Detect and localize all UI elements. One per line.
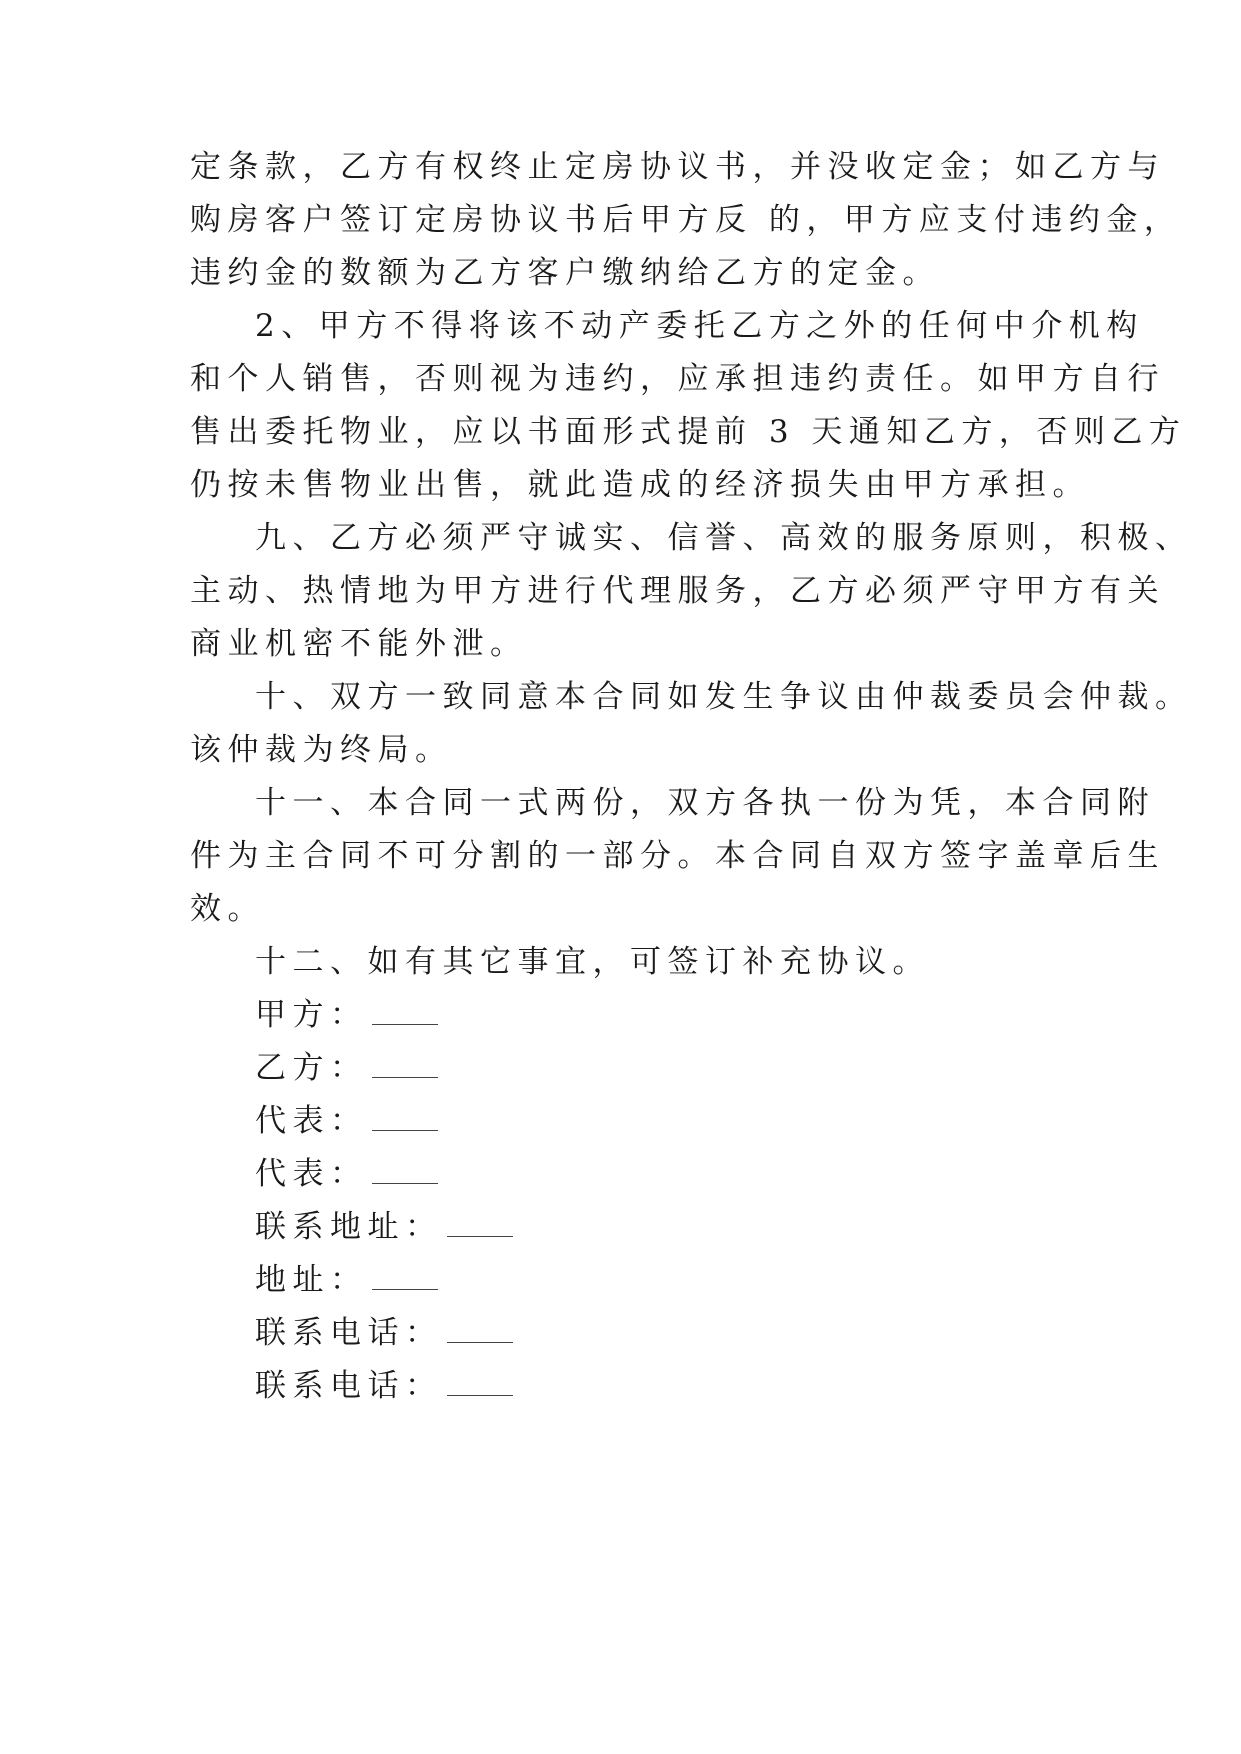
signature-field-representative	[255, 1154, 438, 1194]
blank-line	[447, 1214, 513, 1237]
paragraph-line: 十、双方一致同意本合同如发生争议由仲裁委员会仲裁。	[255, 679, 1193, 715]
field-label: 代表：	[255, 1103, 368, 1139]
paragraph-line: 件为主合同不可分割的一部分。本合同自双方签字盖章后生	[190, 838, 1165, 874]
field-label: 地址：	[255, 1262, 368, 1298]
blank-line	[372, 1108, 438, 1131]
paragraph-line: 违约金的数额为乙方客户缴纳给乙方的定金。	[190, 255, 940, 291]
field-label: 联系电话：	[255, 1368, 443, 1404]
paragraph-line: 九、乙方必须严守诚实、信誉、高效的服务原则，积极、	[255, 520, 1193, 556]
signature-field-contact-phone	[255, 1366, 513, 1406]
field-label: 甲方：	[255, 997, 368, 1033]
paragraph-line: 和个人销售，否则视为违约，应承担违约责任。如甲方自行	[190, 361, 1165, 397]
blank-line	[447, 1373, 513, 1396]
signature-field-address	[255, 1260, 438, 1300]
signature-field-representative	[255, 1101, 438, 1141]
blank-line	[372, 1055, 438, 1078]
paragraph-line: 主动、热情地为甲方进行代理服务，乙方必须严守甲方有关	[190, 573, 1165, 609]
paragraph-line: 效。	[190, 891, 265, 927]
paragraph-line: 仍按未售物业出售，就此造成的经济损失由甲方承担。	[190, 467, 1090, 503]
field-label: 代表：	[255, 1156, 368, 1192]
blank-line	[447, 1320, 513, 1343]
paragraph-line: 定条款，乙方有权终止定房协议书，并没收定金；如乙方与	[190, 149, 1165, 185]
signature-field-party-a	[255, 995, 438, 1035]
field-label: 乙方：	[255, 1050, 368, 1086]
paragraph-line: 商业机密不能外泄。	[190, 626, 528, 662]
field-label: 联系电话：	[255, 1315, 443, 1351]
paragraph-line: 该仲裁为终局。	[190, 732, 453, 768]
field-label: 联系地址：	[255, 1209, 443, 1245]
paragraph-line: 2、甲方不得将该不动产委托乙方之外的任何中介机构	[255, 308, 1144, 344]
blank-line	[372, 1161, 438, 1184]
signature-field-contact-phone	[255, 1313, 513, 1353]
blank-line	[372, 1002, 438, 1025]
paragraph-line: 十一、本合同一式两份，双方各执一份为凭，本合同附	[255, 785, 1155, 821]
blank-line	[372, 1267, 438, 1290]
signature-field-party-b	[255, 1048, 438, 1088]
paragraph-line: 售出委托物业，应以书面形式提前 3 天通知乙方，否则乙方	[190, 414, 1187, 450]
signature-field-contact-address	[255, 1207, 513, 1247]
paragraph-line: 购房客户签订定房协议书后甲方反 的，甲方应支付违约金，	[190, 202, 1182, 238]
paragraph-line: 十二、如有其它事宜，可签订补充协议。	[255, 944, 930, 980]
